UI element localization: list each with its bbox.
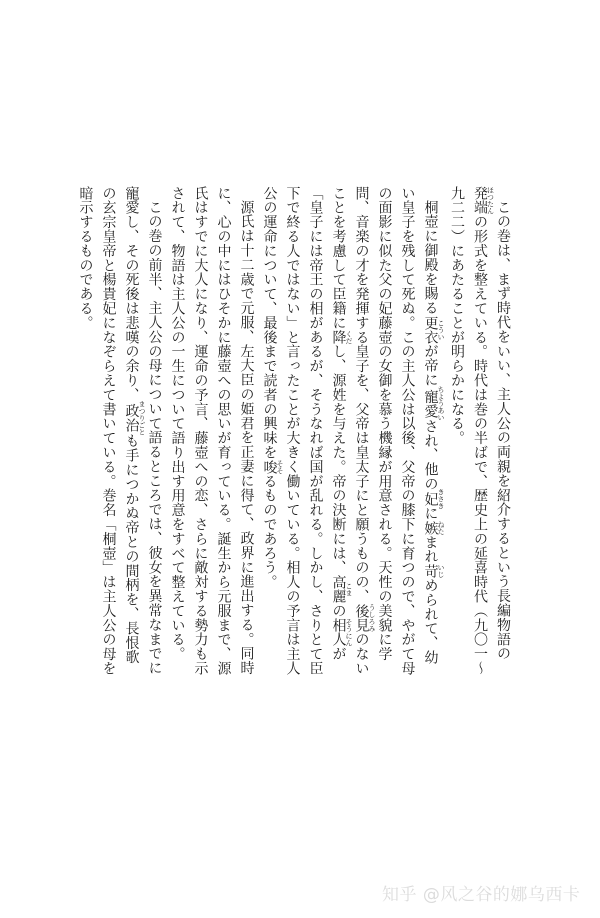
ruby-annotated-word: 苛 いじ <box>422 564 445 579</box>
ruby-annotated-word: 妃 きさき <box>422 488 445 510</box>
ruby-annotated-word: 降 くだ <box>330 330 353 345</box>
paragraph: 源氏は十二歳で元服、左大臣の姫君を正妻に得て、政界に進出する。同時に、心の中にはひそかに藤壺への思いが育っている。誕生から元服まで、源氏はすでに大人になり、運命の予言、藤壺への恋、さらに敵対する勢力も示されて、物語は主人公の一生について語り出す用意をすべて整えている。 <box>169 186 254 676</box>
ruby-annotated-word: 発端 ほつたん <box>472 186 495 215</box>
ruby-annotated-word: 相人 そうにん <box>330 618 353 647</box>
article-text-vertical <box>74 186 515 678</box>
ruby-annotated-word: 嫉 ねた <box>422 520 445 536</box>
paragraph: この巻の前半、主人公の母について語るところでは、彼女を異常なまでに寵愛し、その死後は悲嘆の余り、政治 まつりごとも手につかぬ帝との間柄を、長恨歌の玄宗皇帝と楊貴妃になぞらえて書いている。巻名「桐壺」は主人公の母を暗示するものである。 <box>77 186 162 676</box>
ruby-annotated-word: 政治 まつりごと <box>123 400 146 436</box>
ruby-annotated-word: 唆 そそ <box>261 459 284 475</box>
zhihu-watermark: 知乎 @风之谷的娜乌西卡 <box>382 885 581 905</box>
ruby-annotated-word: 高麗 こま <box>330 574 353 604</box>
paragraph: この巻は、まず時代をいい、主人公の両親を紹介するという長編物語の発端 ほつたんの形式を整えている。時代は巻の半ばで、歴史上の延喜時代（九〇一〜九二二）にあたることが明らかになる。 <box>449 186 510 676</box>
ruby-annotated-word: 寵愛 ちようあい <box>422 386 445 422</box>
paragraph: 桐壺に御殿を賜る更衣 こういが帝に寵愛 ちようあいされ、他の妃 きさきに嫉 ねたまれ苛 いじめられて、幼い皇子を残して死ぬ。この主人公は以後、父帝の膝下に育つので、やがて母の面影に似た父の妃藤壺の女御を慕う機縁が用意される。天性の美貌に学問、音楽の才を発揮する皇子を、父帝は皇太子にと願うものの、後見 うしろみのないことを考慮して臣籍に降 くだし、源姓を与えた。帝の決断には、高麗 こまの相人 そうにんが「皇子には帝王の相があるが、そうなれば国が乱れる。しかし、さりとて臣下で終る人ではない」と言ったことが大きく働いている。相人の予言は主人公の運命について、最後まで読者の興味を唆 そそるものであろう。 <box>261 186 445 676</box>
ruby-annotated-word: 更衣 こうい <box>422 315 445 345</box>
ruby-annotated-word: 後見 うしろみ <box>353 603 376 633</box>
